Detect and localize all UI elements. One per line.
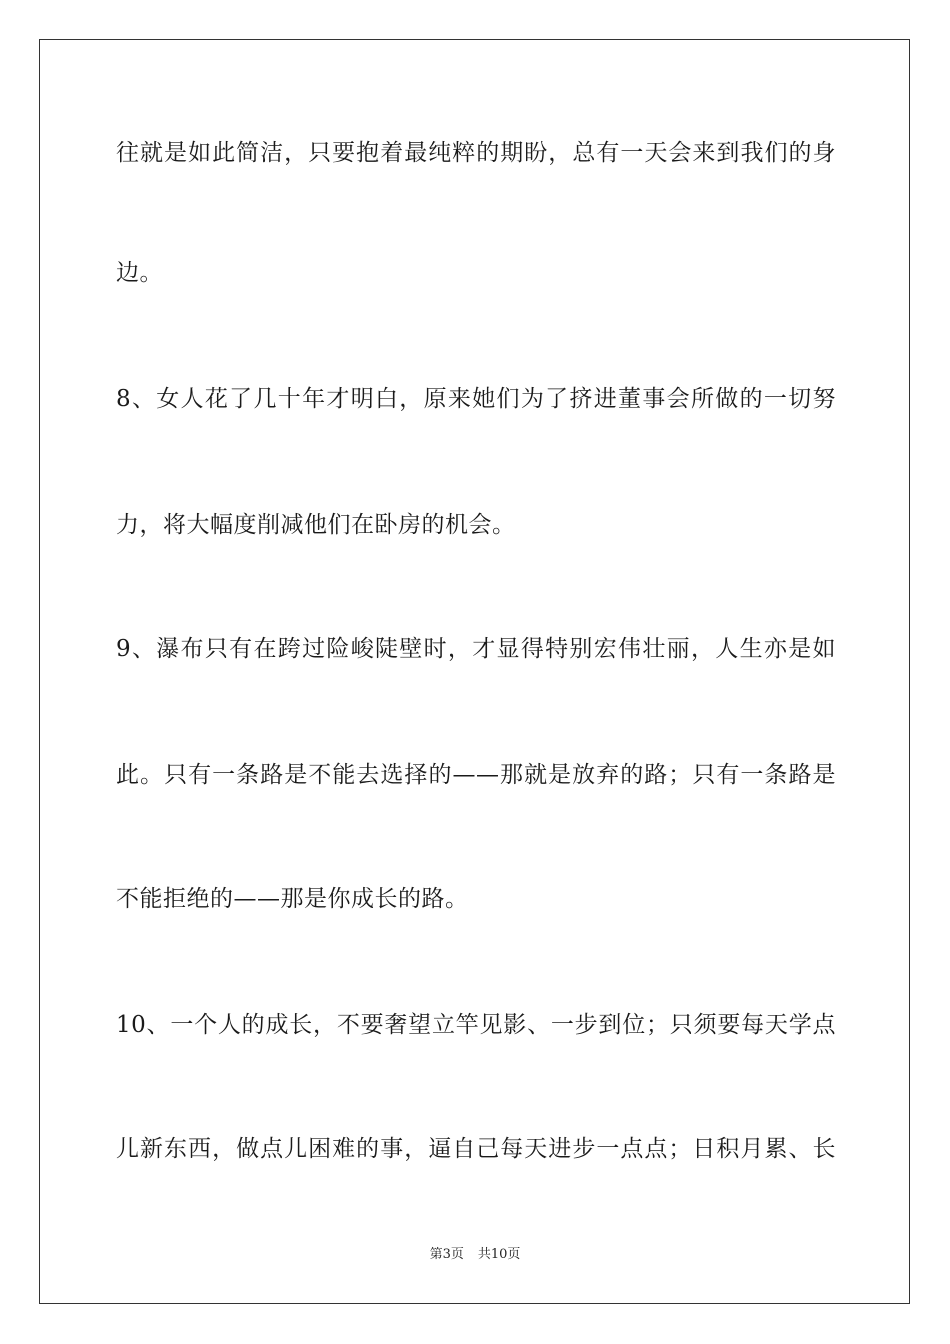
text-line-5: 9、瀑布只有在跨过险峻陡壁时，才显得特别宏伟壮丽，人生亦是如 [116,636,836,662]
text-line-4: 力，将大幅度削减他们在卧房的机会。 [116,512,516,538]
page-frame [39,39,910,1304]
page-footer [0,1246,950,1264]
text-line-1: 往就是如此简洁，只要抱着最纯粹的期盼，总有一天会来到我们的身 [116,140,836,166]
text-line-3: 8、女人花了几十年才明白，原来她们为了挤进董事会所做的一切努 [116,386,836,412]
text-line-8: 10、一个人的成长，不要奢望立竿见影、一步到位；只须要每天学点 [116,1012,836,1038]
text-line-7: 不能拒绝的——那是你成长的路。 [116,886,469,912]
text-line-2: 边。 [116,260,163,286]
text-line-9: 儿新东西，做点儿困难的事，逼自己每天进步一点点；日积月累、长 [116,1136,836,1162]
text-line-6: 此。只有一条路是不能去选择的——那就是放弃的路；只有一条路是 [116,762,836,788]
page-total: 共10页 [477,1247,521,1262]
page-number: 第3页 [429,1247,464,1262]
